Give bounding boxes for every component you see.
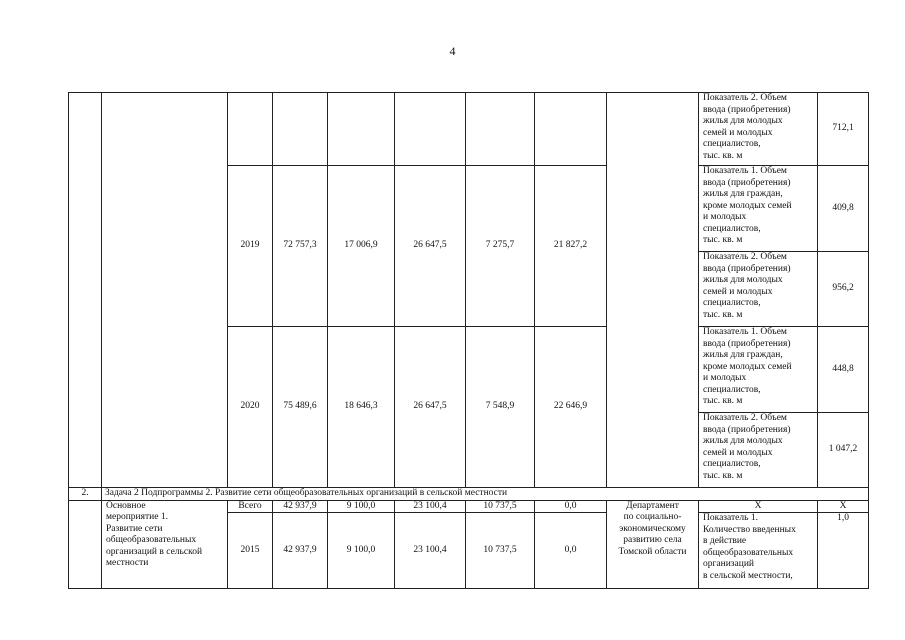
cell-value: 0,0 bbox=[535, 513, 607, 589]
indicator-value: 956,2 bbox=[818, 252, 869, 327]
cell-value: 23 100,4 bbox=[395, 500, 466, 513]
cell-value: 21 827,2 bbox=[535, 166, 607, 327]
indicator-text: Показатель 1. Количество введенных в действие общеобразовательных организаций в сельской местности, bbox=[699, 513, 818, 589]
table-row bbox=[69, 500, 869, 513]
indicator-text: Показатель 1. Объем ввода (приобретения) жилья для граждан, кроме молодых семей и молодых специалистов, тыс. кв. м bbox=[699, 327, 818, 413]
cell-value: 26 647,5 bbox=[395, 166, 466, 327]
section-title: Задача 2 Подпрограммы 2. Развитие сети общеобразовательных организаций в сельской местности bbox=[102, 488, 869, 501]
cell-measure bbox=[102, 93, 228, 488]
cell-value: 7 548,9 bbox=[466, 327, 535, 488]
cell-year: 2020 bbox=[228, 327, 273, 488]
indicator-value: 409,8 bbox=[818, 166, 869, 252]
cell-total: 72 757,3 bbox=[273, 166, 328, 327]
indicator-text: Показатель 2. Объем ввода (приобретения) жилья для молодых семей и молодых специалистов, тыс. кв. м bbox=[699, 93, 818, 166]
table-row bbox=[69, 93, 869, 166]
indicator-text: Показатель 2. Объем ввода (приобретения) жилья для молодых семей и молодых специалистов, тыс. кв. м bbox=[699, 252, 818, 327]
indicator-text: Показатель 1. Объем ввода (приобретения) жилья для граждан, кроме молодых семей и молодых специалистов, тыс. кв. м bbox=[699, 166, 818, 252]
cell-value: 26 647,5 bbox=[395, 327, 466, 488]
cell-value: 18 646,3 bbox=[328, 327, 395, 488]
section-number: 2. bbox=[69, 488, 102, 501]
cell-year: Всего bbox=[228, 500, 273, 513]
cell-value: 9 100,0 bbox=[328, 500, 395, 513]
indicator-value: 1,0 bbox=[818, 513, 869, 589]
cell-total: 42 937,9 bbox=[273, 513, 328, 589]
indicator-text: Показатель 2. Объем ввода (приобретения) жилья для молодых семей и молодых специалистов, тыс. кв. м bbox=[699, 413, 818, 488]
indicator-text: X bbox=[699, 500, 818, 513]
cell-year: 2019 bbox=[228, 166, 273, 327]
cell-total: 42 937,9 bbox=[273, 500, 328, 513]
cell-number bbox=[69, 93, 102, 488]
indicator-value: 712,1 bbox=[818, 93, 869, 166]
section-row bbox=[69, 488, 869, 501]
indicator-value: 448,8 bbox=[818, 327, 869, 413]
measure-name: Основное мероприятие 1. Развитие сети общеобразовательных организаций в сельской местности bbox=[102, 500, 228, 589]
cell-year: 2015 bbox=[228, 513, 273, 589]
indicator-value: X bbox=[818, 500, 869, 513]
cell-value: 23 100,4 bbox=[395, 513, 466, 589]
executor: Департамент по социально- экономическому развитию села Томской области bbox=[607, 500, 699, 589]
page-number: 4 bbox=[449, 44, 456, 58]
cell-value: 10 737,5 bbox=[466, 513, 535, 589]
cell-value: 22 646,9 bbox=[535, 327, 607, 488]
cell-value: 17 006,9 bbox=[328, 166, 395, 327]
cell-value: 0,0 bbox=[535, 500, 607, 513]
cell-value: 9 100,0 bbox=[328, 513, 395, 589]
cell-total: 75 489,6 bbox=[273, 327, 328, 488]
cell-number bbox=[69, 500, 102, 589]
cell-value: 10 737,5 bbox=[466, 500, 535, 513]
program-table bbox=[68, 92, 869, 589]
indicator-value: 1 047,2 bbox=[818, 413, 869, 488]
cell-value: 7 275,7 bbox=[466, 166, 535, 327]
cell-executor bbox=[607, 93, 699, 488]
